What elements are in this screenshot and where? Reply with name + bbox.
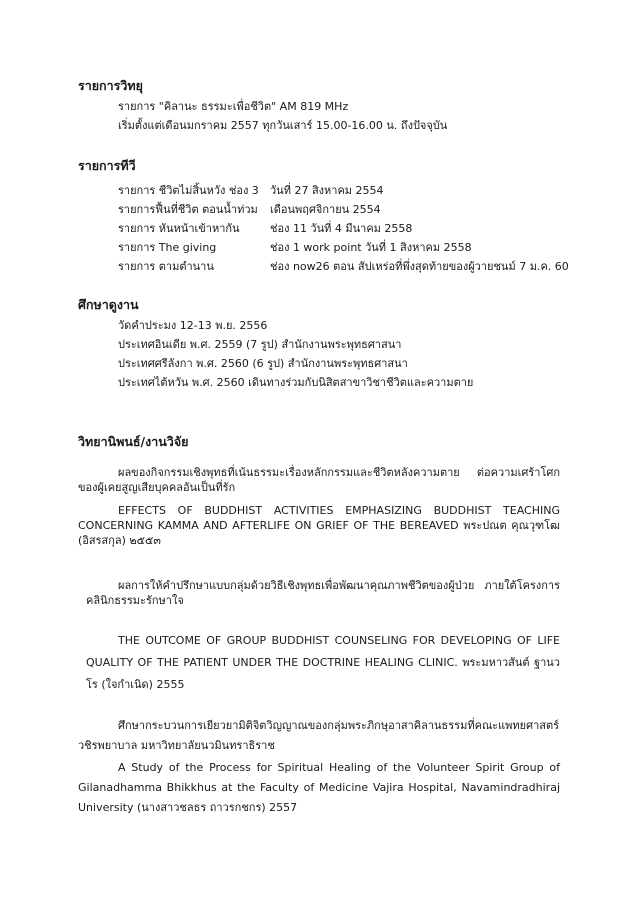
tv-program: รายการ ชีวิตไม่สิ้นหวัง ช่อง 3 (118, 184, 259, 197)
study-line: ประเทศไต้หวัน พ.ศ. 2560 เดินทางร่วมกับนิสิตสาขาวิชาชีวิตและความตาย (118, 376, 474, 389)
research-item-1-english: EFFECTS OF BUDDHIST ACTIVITIES EMPHASIZING BUDDHIST TEACHING CONCERNING KAMMA AND AFTERLIFE ON GRIEF OF THE BEREAVED พระปณต คุณวุฑโฒ (อิสรสกุล) ๒๕๕๓ (78, 504, 560, 547)
tv-when: ช่อง 11 วันที่ 4 มีนาคม 2558 (270, 222, 413, 235)
study-line: ประเทศศรีลังกา พ.ศ. 2560 (6 รูป) สำนักงานพระพุทธศาสนา (118, 357, 408, 370)
research-item-3-thai: ศึกษากระบวนการเยียวยามิติจิตวิญญาณของกลุ่มพระภิกษุอาสาคิลานธรรมที่คณะแพทยศาสตร์วชิรพยาบาล มหาวิทยาลัยนวมินทราธิราช (78, 719, 560, 752)
research-item-1-thai: ผลของกิจกรรมเชิงพุทธที่เน้นธรรมะเรื่องหลักกรรมและชีวิตหลังความตาย ต่อความเศร้าโศก ของผู้เคยสูญเสียบุคคลอันเป็นที่รัก (78, 466, 560, 494)
tv-when: เดือนพฤศจิกายน 2554 (270, 203, 381, 216)
research-item-2-english: THE OUTCOME OF GROUP BUDDHIST COUNSELING FOR DEVELOPING OF LIFE QUALITY OF THE PATIENT UNDER THE DOCTRINE HEALING CLINIC. พระมหาวสันต์ ฐานวโร (ใจกำเนิด) 2555 (86, 634, 560, 691)
tv-program: รายการ The giving (118, 241, 217, 254)
study-line: วัดคำประมง 12-13 พ.ย. 2556 (118, 319, 268, 332)
radio-program-line: รายการ "คิลานะ ธรรมะเพื่อชีวิต" AM 819 MHz (118, 100, 349, 113)
tv-heading: รายการทีวี (78, 158, 136, 173)
tv-when: วันที่ 27 สิงหาคม 2554 (270, 184, 384, 197)
research-heading: วิทยานิพนธ์/งานวิจัย (78, 434, 189, 449)
research-item-2-thai: ผลการให้คำปรึกษาแบบกลุ่มด้วยวิธีเชิงพุทธเพื่อพัฒนาคุณภาพชีวิตของผู้ป่วย ภายใต้โครงการคลินิกธรรมะรักษาใจ (86, 579, 560, 607)
tv-program: รายการ ตามตำนาน (118, 260, 214, 273)
radio-schedule-line: เริ่มตั้งแต่เดือนมกราคม 2557 ทุกวันเสาร์ 15.00-16.00 น. ถึงปัจจุบัน (118, 119, 448, 132)
tv-when: ช่อง now26 ตอน สัปเหร่อที่พึ่งสุดท้ายของผู้วายชนม์ 7 ม.ค. 60 (270, 260, 569, 273)
study-heading: ศึกษาดูงาน (78, 297, 139, 312)
tv-program: รายการ หันหน้าเข้าหากัน (118, 222, 240, 235)
tv-when: ช่อง 1 work point วันที่ 1 สิงหาคม 2558 (270, 241, 472, 254)
study-line: ประเทศอินเดีย พ.ศ. 2559 (7 รูป) สำนักงานพระพุทธศาสนา (118, 338, 402, 351)
tv-program: รายการฟื้นที่ชีวิต ตอนน้ำท่วม (118, 203, 258, 216)
radio-heading: รายการวิทยุ (78, 78, 143, 93)
research-item-3-english: A Study of the Process for Spiritual Healing of the Volunteer Spirit Group of Gilanadhamma Bhikkhus at the Faculty of Medicine Vajira Hospital, Navamindradhiraj University (นางสาวชลธร ถาวรกชกร) 2557 (78, 761, 560, 814)
